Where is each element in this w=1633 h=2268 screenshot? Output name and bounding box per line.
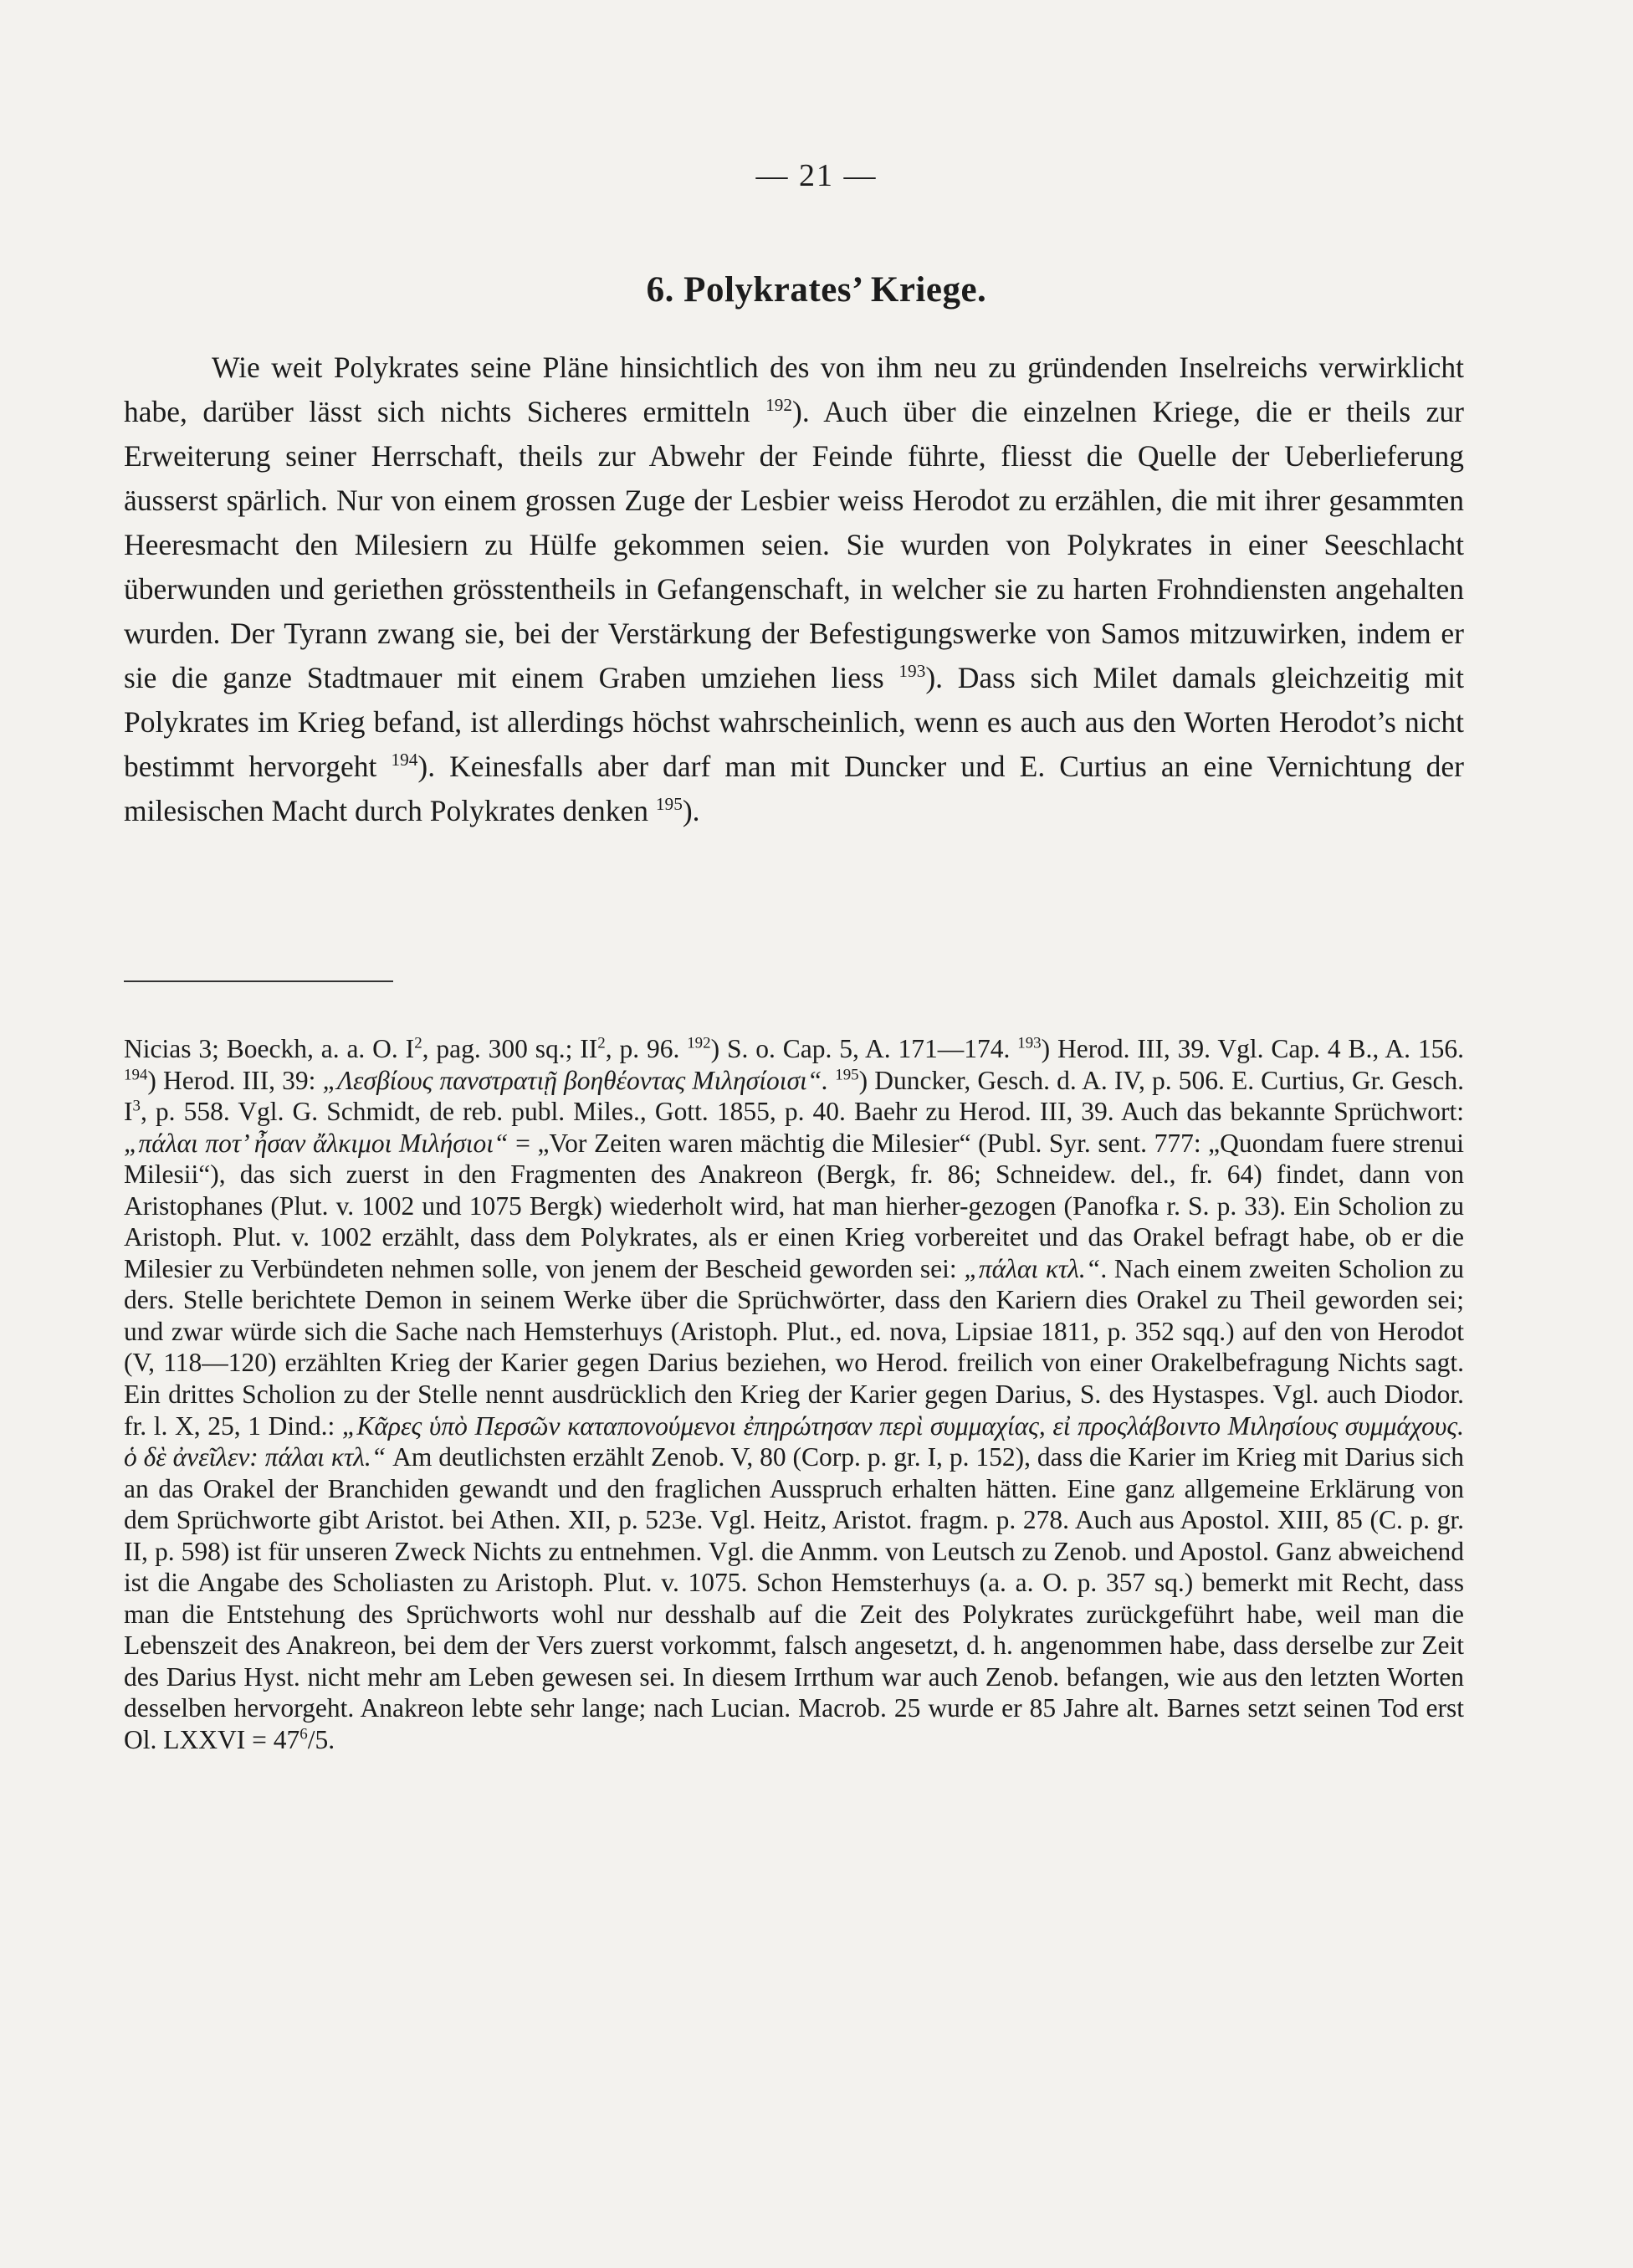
text-run: /5. (307, 1725, 335, 1755)
text-run: ) Herod. III, 39: (147, 1065, 323, 1095)
footnotes (124, 1033, 1464, 1756)
greek-quote: „πάλαι κτλ.“ (964, 1253, 1101, 1283)
footnote-ref: 195 (655, 794, 683, 815)
footnote-ref: 192 (765, 395, 793, 416)
footnote-divider (124, 980, 393, 982)
text-run: Am deutlichsten erzählt Zenob. V, 80 (Corp. p. gr. I, p. 152), dass die Karier im Krieg mit Darius sich an das Orakel der Branchiden gewandt und den fraglichen Ausspruch erhalten hätten. Eine ganz allgemeine Erklärung von dem Sprüchworte gibt Aristot. bei Athen. XII, p. 523e. Vgl. Heitz, Aristot. fragm. p. 278. Auch aus Apostol. XIII, 85 (C. p. gr. II, p. 598) ist für unseren Zweck Nichts zu entnehmen. Vgl. die Anmm. von Leutsch zu Zenob. und Apostol. Ganz abweichend ist die Angabe des Scholiasten zu Aristoph. Plut. v. 1075. Schon Hemsterhuys (a. a. O. p. 357 sq.) bemerkt mit Recht, dass man die Entstehung des Sprüchworts wohl nur desshalb auf die Zeit des Polykrates zurückgeführt habe, weil man die Lebenszeit des Anakreon, bei dem der Vers zuerst vorkommt, falsch angesetzt, d. h. angenommen habe, dass derselbe zur Zeit des Darius Hyst. nicht mehr am Leben gewesen sei. In diesem Irrthum war auch Zenob. befangen, wie aus den letzten Worten desselben hervorgeht. Anakreon lebte sehr lange; nach Lucian. Macrob. 25 wurde er 85 Jahre alt. Barnes setzt seinen Tod erst Ol. LXXVI = 47 (124, 1442, 1464, 1755)
footnote-ref: 2 (597, 1034, 606, 1052)
text-run: = „Vor Zeiten waren mächtig die Milesier“ (Publ. Syr. sent. 777: „Quondam fuere strenui Milesii“), das sich zuerst in den Fragmenten des Anakreon (Bergk, fr. 86; Schneidew. del., fr. 64) findet, dann von Aristophanes (Plut. v. 1002 und 1075 Bergk) wiederholt wird, hat man hierher-gezogen (Panofka r. S. p. 33). Ein Scholion zu Aristoph. Plut. v. 1002 erzählt, dass dem Polykrates, als er einen Krieg vorbereitet und das Orakel befragt habe, ob er die Milesier zu Verbündeten nehmen solle, von jenem der Bescheid geworden sei: (124, 1128, 1464, 1283)
text-run: ). Auch über die einzelnen Kriege, die er theils zur Erweiterung seiner Herrschaft, theils zur Abwehr der Feinde führte, fliesst die Quelle der Ueberlieferung äusserst spärlich. Nur von einem grossen Zuge der Lesbier weiss Herodot zu erzählen, die mit ihrer gesammten Heeresmacht den Milesiern zu Hülfe gekommen seien. Sie wurden von Polykrates in einer Seeschlacht überwunden und geriethen grösstentheils in Gefangenschaft, in welcher sie zu harten Frohndiensten angehalten wurden. Der Tyrann zwang sie, bei der Verstärkung der Befestigungswerke von Samos mitzuwirken, indem er sie die ganze Stadtmauer mit einem Graben umziehen liess (124, 395, 1464, 694)
greek-quote: „πάλαι ποτ’ ἦσαν ἄλκιμοι Μιλήσιοι“ (124, 1128, 509, 1158)
footnote-ref: 3 (132, 1097, 141, 1115)
text-run: , pag. 300 sq.; II (422, 1034, 598, 1063)
footnote-paragraph (124, 1033, 1464, 1756)
main-paragraph (124, 346, 1464, 833)
text-run: ). (682, 794, 700, 827)
footnote-ref: 194 (124, 1066, 148, 1084)
footnote-ref: 193 (898, 661, 926, 682)
text-run: Wie weit Polykrates seine Pläne hinsichtlich des von ihm neu zu gründenden Inselreichs verwirklicht habe, darüber lässt sich nichts Sicheres ermitteln (124, 351, 1464, 428)
text-run: , p. 96. (605, 1034, 688, 1063)
text-run: , p. 558. Vgl. G. Schmidt, de reb. publ. Miles., Gott. 1855, p. 40. Baehr zu Herod. III, 39. Auch das bekannte Sprüchwort: (140, 1097, 1464, 1127)
page-number: — 21 — (755, 158, 878, 193)
text-run: ). Dass sich Milet damals gleichzeitig mit Polykrates im Krieg befand, ist allerdings höchst wahrscheinlich, wenn es auch aus den Worten Herodot’s nicht bestimmt hervorgeht (124, 661, 1464, 783)
main-text (124, 346, 1464, 833)
text-run: . Nach einem zweiten Scholion zu ders. Stelle berichtete Demon in seinem Werke über die Sprüchwörter, dass den Kariern dies Orakel zu Theil geworden sei; und zwar würde sich die Sache nach Hemsterhuys (Aristoph. Plut., ed. nova, Lipsiae 1811, p. 352 sqq.) auf den von Herodot (V, 118—120) erzählten Krieg der Karier gegen Darius beziehen, wo Herod. freilich von einer Orakelbefragung Nichts sagt. Ein drittes Scholion zu der Stelle nennt ausdrücklich den Krieg der Karier gegen Darius, S. des Hystaspes. Vgl. auch Diodor. fr. l. X, 25, 1 Dind.: (124, 1253, 1464, 1441)
greek-quote: „Κᾶρες ὑπὸ Περσῶν καταπονούμενοι ἐπηρώτησαν περὶ συμμαχίας, εἰ προςλάβοιντο Μιλησίους συμμάχους. ὁ δὲ ἀνεῖλεν: πάλαι κτλ.“ (124, 1410, 1464, 1472)
footnote-ref: 192 (687, 1034, 711, 1052)
text-run: ) Duncker, Gesch. d. A. IV, p. 506. E. Curtius, Gr. Gesch. I (124, 1065, 1465, 1127)
footnote-ref: 6 (299, 1725, 308, 1743)
footnote-ref: 193 (1017, 1034, 1042, 1052)
footnote-ref: 195 (835, 1066, 859, 1084)
text-run: ) S. o. Cap. 5, A. 171—174. (710, 1034, 1018, 1063)
text-run: Nicias 3; Boeckh, a. a. O. I (124, 1034, 415, 1063)
footnote-ref: 194 (391, 750, 418, 771)
text-run: ) Herod. III, 39. Vgl. Cap. 4 B., A. 156. (1041, 1034, 1465, 1063)
greek-quote: „Λεσβίους πανστρατιῇ βοηθέοντας Μιλησίοισι“. (322, 1065, 829, 1095)
text-run: ). Keinesfalls aber darf man mit Duncker und E. Curtius an eine Vernichtung der milesischen Macht durch Polykrates denken (124, 750, 1464, 827)
footnote-ref: 2 (414, 1034, 422, 1052)
section-title: 6. Polykrates’ Kriege. (646, 270, 987, 310)
